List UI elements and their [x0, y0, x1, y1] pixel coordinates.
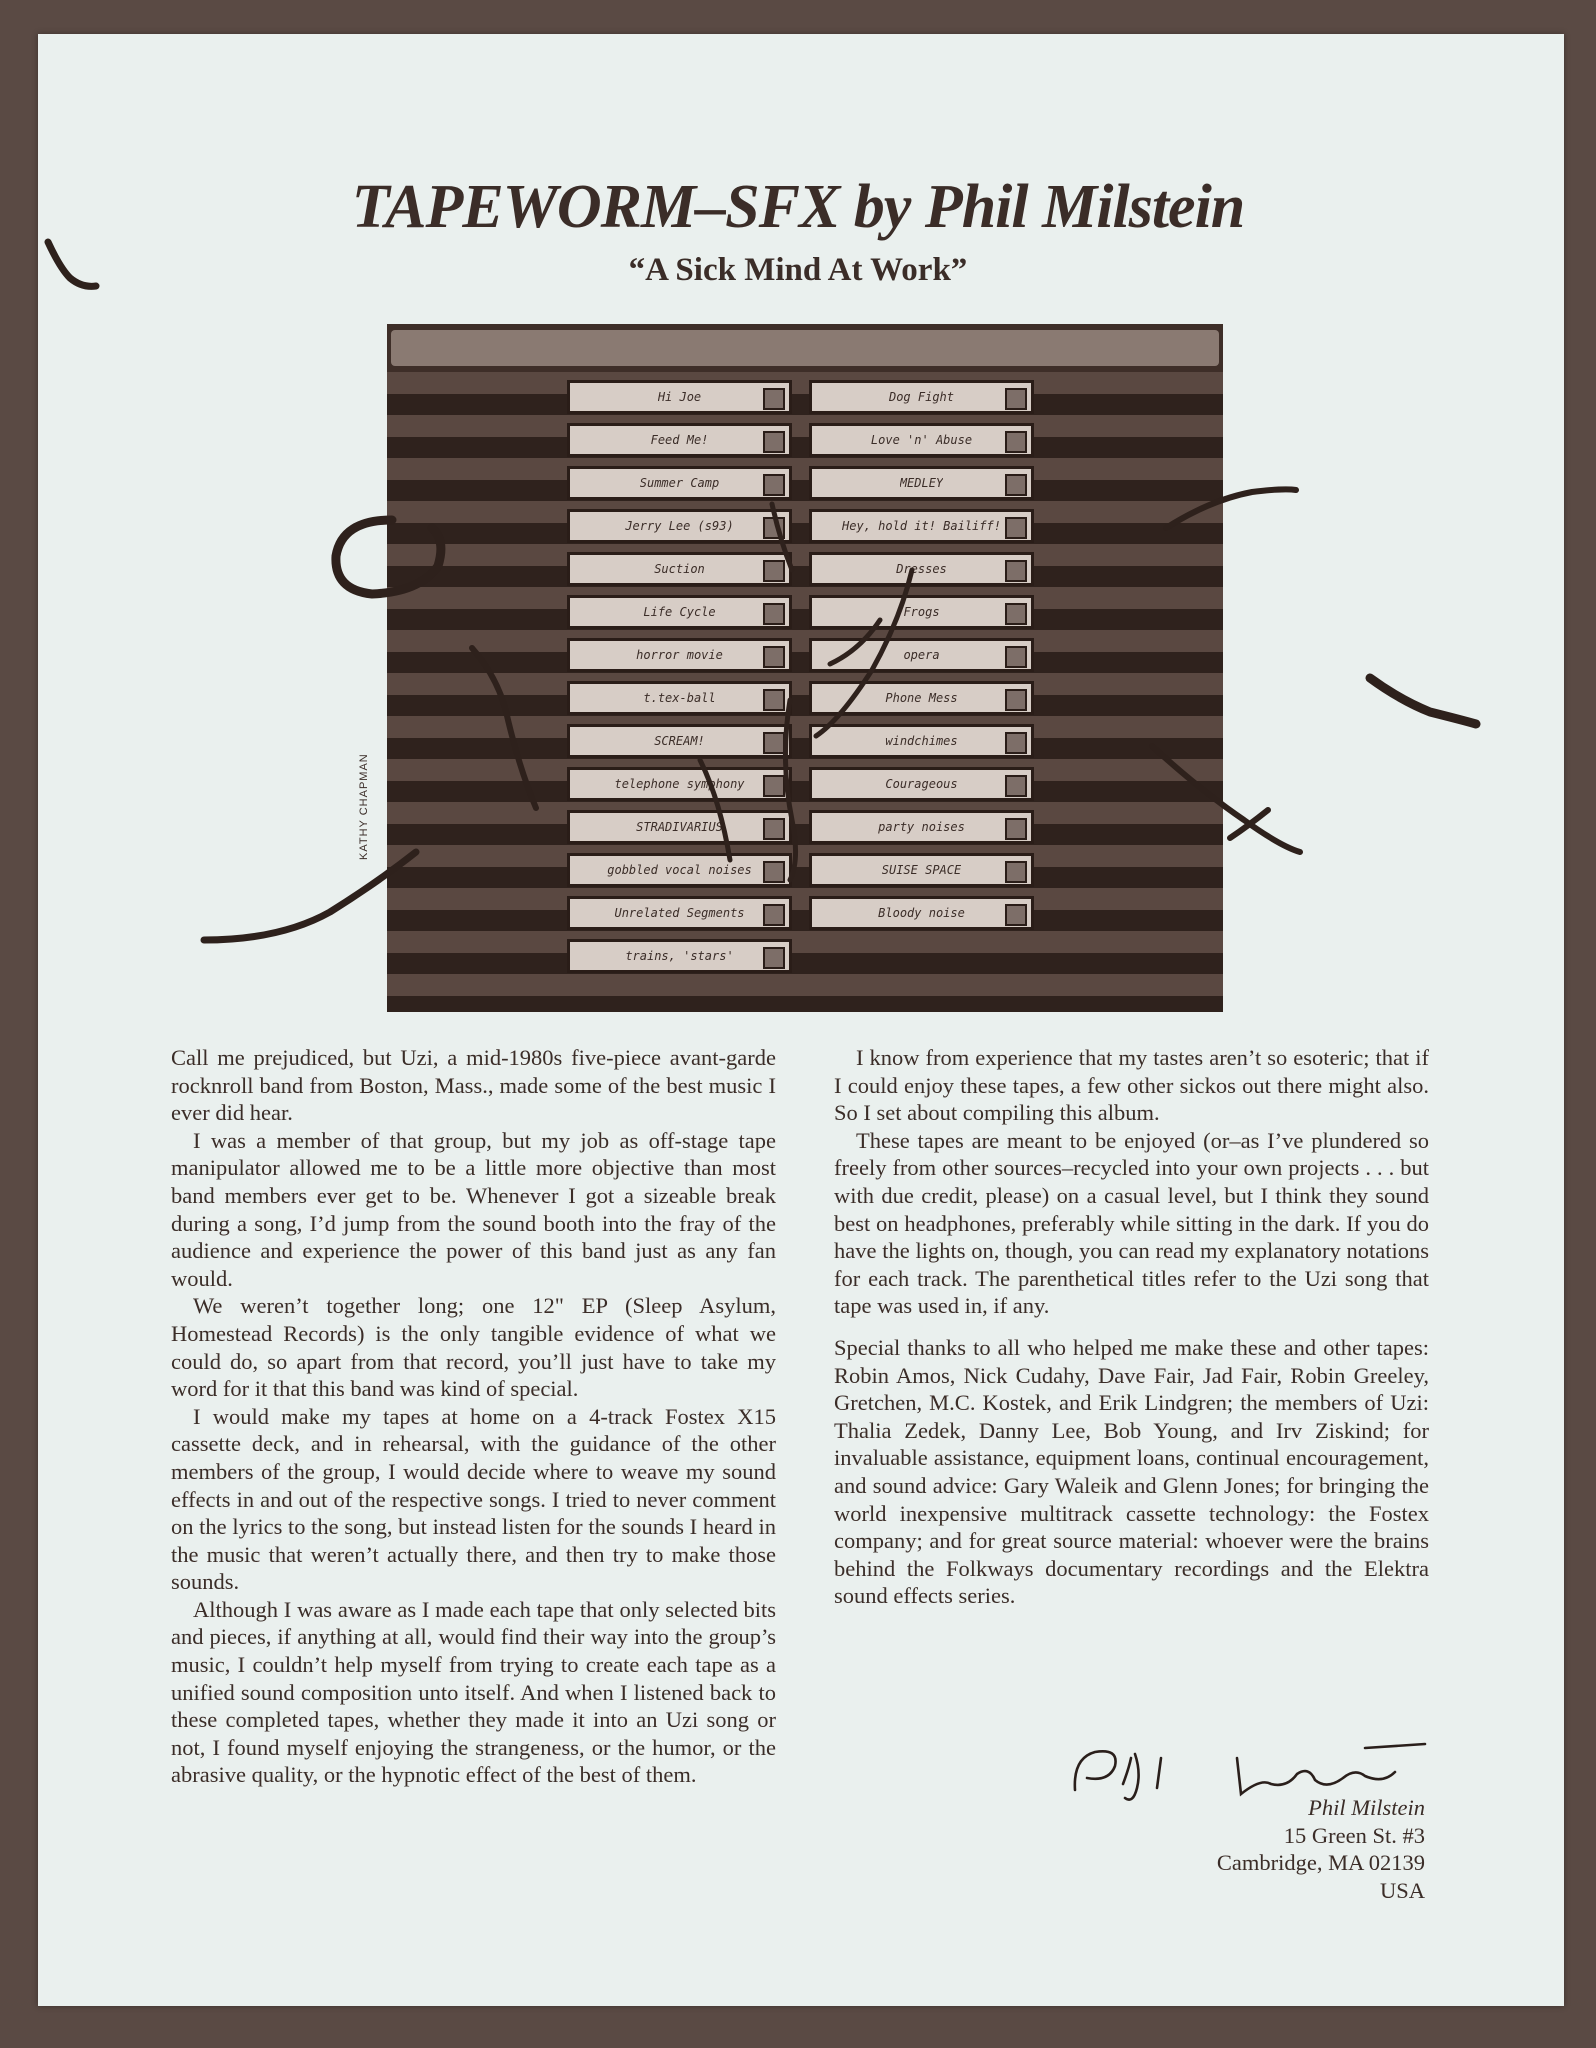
cassette-tape — [809, 466, 1034, 500]
cassette-tape — [809, 638, 1034, 672]
cassette-tape — [567, 810, 792, 844]
cassette-tape — [809, 853, 1034, 887]
cassette-label: t.tex-ball — [643, 691, 716, 705]
cassette-label: telephone symphony — [614, 777, 745, 791]
cassette-tape — [809, 896, 1034, 930]
tape-stack-left — [567, 380, 792, 982]
cassette-label: STRADIVARIUS — [636, 820, 723, 834]
cassette-label: Feed Me! — [650, 433, 709, 447]
cassette-tape — [567, 423, 792, 457]
cassette-tape — [809, 595, 1034, 629]
cassette-label: MEDLEY — [899, 476, 944, 490]
cassette-label: opera — [903, 648, 940, 662]
cassette-tape — [809, 724, 1034, 758]
cassette-label: Hi Joe — [657, 390, 702, 404]
cassette-label: windchimes — [885, 734, 958, 748]
city-address: Cambridge, MA 02139 — [1216, 1850, 1425, 1876]
cassette-label: Life Cycle — [643, 605, 716, 619]
cassette-label: party noises — [878, 820, 965, 834]
cassette-label: Courageous — [885, 777, 958, 791]
window-blinds — [387, 372, 1223, 1012]
cassette-label: SUISE SPACE — [881, 863, 962, 877]
paragraph: We weren’t together long; one 12" EP (Sleep Asylum, Homestead Records) is the only tangible evidence of what we could do, so apart from that record, you’ll just have to take my word for it that this band was kind of special. — [171, 1293, 776, 1402]
cassette-tape — [567, 509, 792, 543]
cassette-label: Bloody noise — [878, 906, 965, 920]
cassette-tape — [567, 380, 792, 414]
cassette-label: Phone Mess — [885, 691, 958, 705]
cassette-tape — [809, 810, 1034, 844]
cassette-rack-photo — [387, 324, 1223, 1012]
page-title: TAPEWORM–SFX by Phil Milstein — [351, 173, 1245, 241]
street-address: 15 Green St. #3 — [1283, 1822, 1425, 1848]
cassette-tape — [809, 423, 1034, 457]
tape-stack-right — [809, 380, 1034, 939]
cassette-label: SCREAM! — [654, 734, 705, 748]
left-text-column — [171, 1044, 776, 1789]
cassette-tape — [809, 681, 1034, 715]
cassette-tape — [809, 380, 1034, 414]
cassette-label: Dog Fight — [888, 390, 955, 404]
cassette-label: Hey, hold it! Bailiff! — [842, 519, 1001, 533]
cassette-label: Summer Camp — [639, 476, 720, 490]
photo-credit: KATHY CHAPMAN — [358, 753, 370, 860]
cassette-label: gobbled vocal noises — [607, 863, 752, 877]
paragraph: Call me prejudiced, but Uzi, a mid-1980s five-piece avant-garde rocknroll band from Boston, Mass., made some of the best music I ever did hear. — [171, 1045, 776, 1126]
cassette-tape — [809, 509, 1034, 543]
paragraph: Although I was aware as I made each tape that only selected bits and pieces, if anything at all, would find their way into the group’s music, I couldn’t help myself from trying to create each tape as a unified sound composition unto itself. And when I listened back to these completed tapes, whether they made it into an Uzi song or not, I found myself enjoying the strangeness, or the humor, or the abrasive quality, or the hypnotic effect of the best of them. — [171, 1596, 776, 1788]
cassette-tape — [567, 466, 792, 500]
cassette-tape — [567, 638, 792, 672]
cassette-tape — [567, 896, 792, 930]
paragraph: I was a member of that group, but my job as off-stage tape manipulator allowed me to be a little more objective than most band members ever get to be. Whenever I got a sizeable break during a song, I’d jump from the sound booth into the fray of the audience and experience the power of this band just as any fan would. — [171, 1127, 776, 1291]
cassette-tape — [567, 681, 792, 715]
cassette-label: Love 'n' Abuse — [870, 433, 973, 447]
right-text-column — [834, 1044, 1429, 1610]
paragraph: I know from experience that my tastes aren’t so esoteric; that if I could enjoy these tapes, a few other sickos out there might also. So I set about compiling this album. — [834, 1045, 1429, 1126]
country: USA — [1379, 1877, 1425, 1903]
blind-rail — [391, 330, 1219, 366]
cassette-label: horror movie — [636, 648, 723, 662]
paragraph: These tapes are meant to be enjoyed (or–as I’ve plundered so freely from other sources–recycled into your own projects . . . but with due credit, please) on a casual level, but I think they sound best on headphones, preferably while sitting in the dark. If you do have the lights on, though, you can read my explanatory notations for each track. The parenthetical titles refer to the Uzi song that tape was used in, if any. — [834, 1127, 1429, 1319]
cassette-tape — [567, 767, 792, 801]
cassette-tape — [567, 595, 792, 629]
cassette-label: Jerry Lee (s93) — [625, 519, 734, 533]
cassette-tape — [567, 724, 792, 758]
cassette-tape — [567, 853, 792, 887]
author-name: Phil Milstein — [1308, 1795, 1425, 1820]
page-subtitle: “A Sick Mind At Work” — [628, 252, 968, 288]
thanks-paragraph: Special thanks to all who helped me make these and other tapes: Robin Amos, Nick Cudahy, Dave Fair, Jad Fair, Robin Greeley, Gretchen, M.C. Kostek, and Erik Lindgren; the members of Uzi: Thalia Zedek, Danny Lee, Bob Young, and Irv Ziskind; for invaluable assistance, equipment loans, continual encouragement, and sound advice: Gary Waleik and Glenn Jones; for bringing the world inexpensive multitrack cassette technology: the Fostex company; and for great source material: whoever were the brains behind the Folkways documentary recordings and the Elektra sound effects series. — [834, 1334, 1429, 1609]
cassette-label: Frogs — [903, 605, 940, 619]
cassette-label: Dresses — [896, 562, 947, 576]
cassette-label: Suction — [654, 562, 705, 576]
cassette-label: trains, 'stars' — [625, 949, 734, 963]
address-block — [1217, 1794, 1425, 1904]
cassette-tape — [567, 552, 792, 586]
cassette-label: Unrelated Segments — [614, 906, 745, 920]
paragraph: I would make my tapes at home on a 4-track Fostex X15 cassette deck, and in rehearsal, with the guidance of the other members of the group, I would decide where to weave my sound effects in and out of the respective songs. I tried to never comment on the lyrics to the song, but instead listen for the sounds I heard in the music that weren’t actually there, and then try to make those sounds. — [171, 1403, 776, 1595]
cassette-tape — [567, 939, 792, 973]
cassette-tape — [809, 767, 1034, 801]
cassette-tape — [809, 552, 1034, 586]
